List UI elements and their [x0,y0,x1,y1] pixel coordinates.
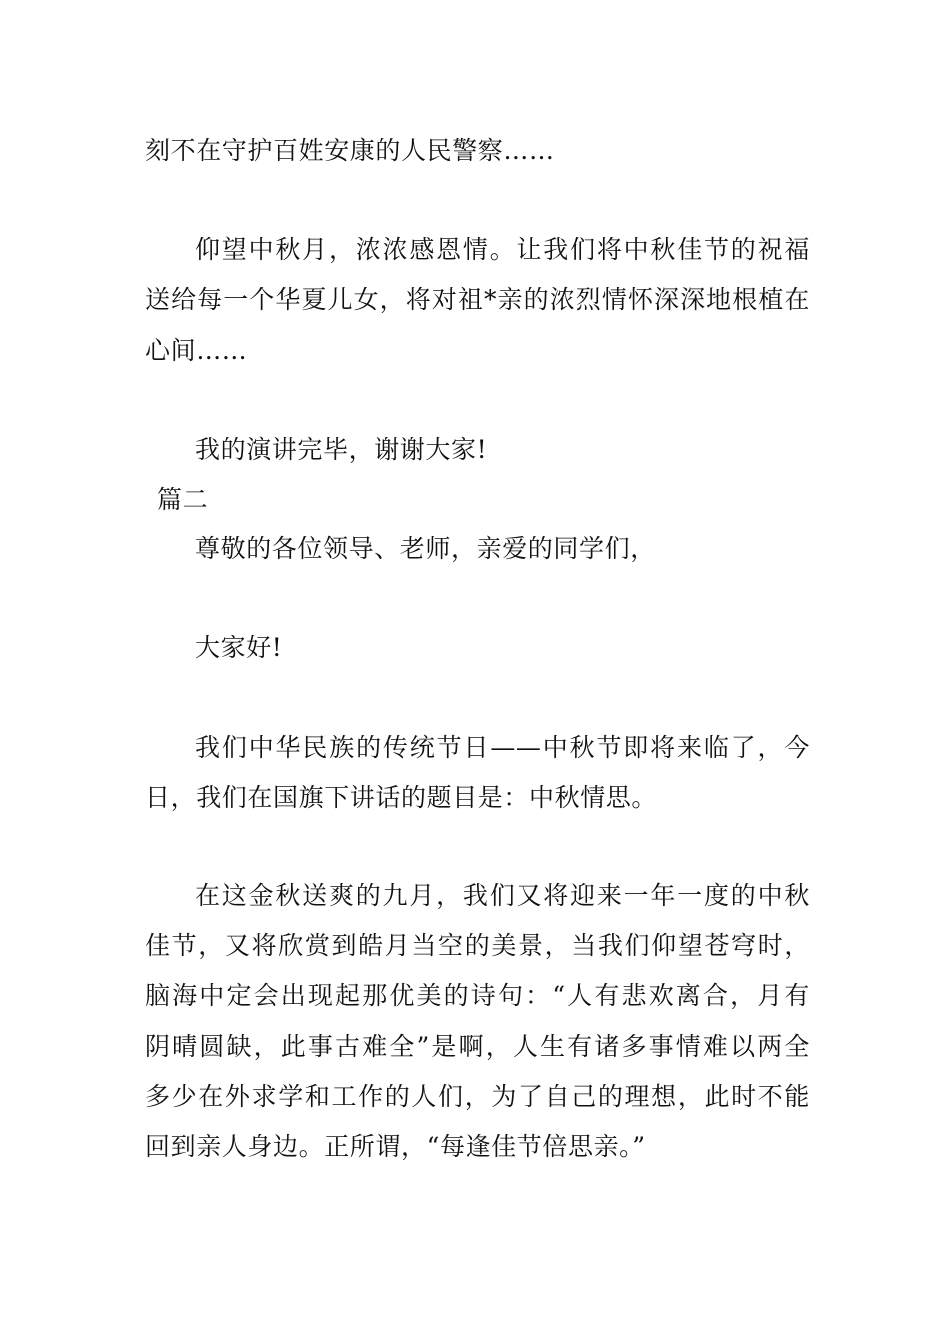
text-line: 日，我们在国旗下讲话的题目是：中秋情思。 [145,783,658,812]
text-line: 送给每一个华夏儿女，将对祖*亲的浓烈情怀深深地根植在 [145,285,810,314]
text-line: 心间…… [145,336,248,365]
text-line: 刻不在守护百姓安康的人民警察…… [145,136,555,165]
text-line: 多少在外求学和工作的人们，为了自己的理想，此时不能 [145,1082,810,1111]
text-line: 大家好! [195,633,283,662]
text-line: 我们中华民族的传统节日——中秋节即将来临了，今 [195,733,810,762]
section-heading: 篇二 [157,485,209,514]
text-line: 脑海中定会出现起那优美的诗句：“人有悲欢离合，月有 [145,981,810,1010]
text-line: 仰望中秋月，浓浓感恩情。让我们将中秋佳节的祝福 [195,235,810,264]
text-line: 佳节，又将欣赏到皓月当空的美景，当我们仰望苍穹时， [145,931,810,960]
text-line: 回到亲人身边。正所谓，“每逢佳节倍思亲。” [145,1132,646,1161]
text-line: 尊敬的各位领导、老师，亲爱的同学们， [195,534,656,563]
text-line: 我的演讲完毕，谢谢大家! [195,435,488,464]
text-line: 阴晴圆缺，此事古难全”是啊，人生有诸多事情难以两全 [145,1032,810,1061]
text-line: 在这金秋送爽的九月，我们又将迎来一年一度的中秋 [195,881,810,910]
